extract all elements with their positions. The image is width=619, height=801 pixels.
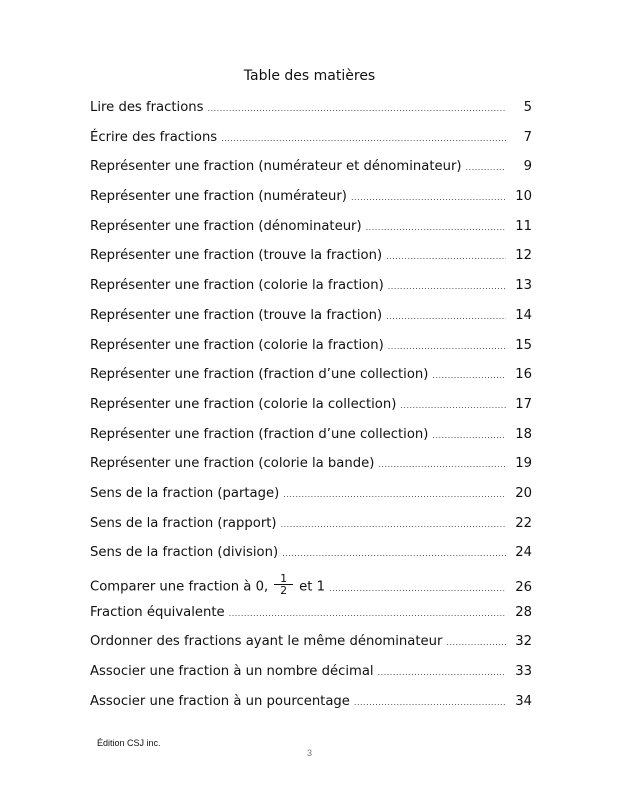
page-title: Table des matières [243, 68, 376, 84]
toc-entry-page: 22 [515, 515, 532, 531]
toc-entry[interactable] [90, 664, 532, 694]
toc-entry-label: Représenter une fraction (colorie la bande) [90, 456, 375, 472]
toc-entry-label: Fraction équivalente [90, 604, 225, 620]
toc-entry[interactable] [90, 572, 532, 605]
toc-entry-label: Représenter une fraction (trouve la fraction) [90, 248, 383, 264]
table-of-contents [90, 100, 532, 723]
toc-entry-page: 33 [515, 664, 532, 680]
toc-entry-label: Représenter une fraction (trouve la fraction) [90, 307, 383, 323]
toc-entry-page: 5 [523, 100, 532, 115]
toc-entry-page: 15 [515, 337, 532, 353]
label-before-fraction: Comparer une fraction à 0, [90, 579, 269, 595]
toc-entry-label: Représenter une fraction (numérateur) [90, 189, 347, 205]
leader-dots [388, 282, 506, 291]
toc-entry[interactable] [90, 367, 532, 397]
toc-entry-label: Représenter une fraction (colorie la fraction) [90, 337, 384, 353]
toc-entry[interactable] [90, 278, 532, 308]
footer-page-number: 3 [306, 748, 312, 758]
toc-entry[interactable] [90, 248, 532, 278]
fraction-one-half [274, 573, 293, 596]
label-after-fraction: et 1 [299, 579, 326, 595]
toc-entry-label: Ordonner des fractions ayant le même dénominateur [90, 634, 443, 650]
leader-dots [283, 490, 506, 499]
toc-entry[interactable] [90, 456, 532, 486]
toc-entry-label: Représenter une fraction (fraction d’une collection) [90, 367, 429, 383]
toc-entry-label: Représenter une fraction (dénominateur) [90, 218, 362, 234]
toc-entry-label: Associer une fraction à un pourcentage [90, 693, 350, 709]
leader-dots [221, 134, 506, 143]
toc-entry-page: 19 [515, 456, 532, 472]
toc-entry[interactable] [90, 516, 532, 546]
toc-entry-label: Associer une fraction à un nombre décimal [90, 664, 374, 680]
toc-entry-page: 9 [523, 159, 532, 175]
toc-entry-page: 7 [523, 129, 532, 145]
toc-entry-page: 16 [515, 367, 532, 383]
leader-dots [400, 401, 506, 410]
toc-entry[interactable] [90, 545, 532, 575]
leader-dots [386, 252, 506, 261]
toc-entry-label: Sens de la fraction (rapport) [90, 515, 277, 531]
leader-dots [229, 609, 506, 618]
toc-entry-page: 10 [515, 189, 532, 205]
toc-entry-page: 18 [515, 426, 532, 442]
fraction-numerator: 1 [274, 573, 293, 585]
leader-dots [378, 668, 506, 677]
toc-entry[interactable] [90, 605, 532, 635]
toc-entry[interactable] [90, 397, 532, 427]
toc-entry-label: Représenter une fraction (colorie la fraction) [90, 278, 384, 294]
toc-entry-page: 32 [515, 634, 532, 650]
leader-dots [378, 460, 506, 469]
toc-entry-page: 28 [515, 604, 532, 620]
leader-dots [281, 520, 506, 529]
toc-entry[interactable] [90, 634, 532, 664]
leader-dots [432, 431, 506, 440]
toc-entry-label: Écrire des fractions [90, 129, 218, 145]
leader-dots [351, 193, 506, 202]
toc-entry-page: 12 [515, 248, 532, 264]
leader-dots [366, 223, 506, 232]
toc-entry-page: 17 [515, 396, 532, 412]
leader-dots [282, 549, 506, 558]
toc-entry-label: Représenter une fraction (colorie la collection) [90, 396, 397, 412]
toc-entry-label: Sens de la fraction (partage) [90, 485, 280, 501]
toc-entry-page: 20 [515, 485, 532, 501]
toc-entry[interactable] [90, 189, 532, 219]
toc-entry-label [90, 572, 326, 598]
leader-dots [466, 163, 506, 172]
toc-entry[interactable] [90, 486, 532, 516]
toc-entry[interactable] [90, 159, 532, 189]
fraction-denominator: 2 [280, 584, 288, 597]
toc-entry-label: Sens de la fraction (division) [90, 545, 279, 561]
toc-entry-page: 34 [515, 693, 532, 709]
toc-entry[interactable] [90, 130, 532, 160]
leader-dots [432, 371, 506, 380]
toc-entry-page: 24 [515, 545, 532, 561]
leader-dots [388, 342, 506, 351]
toc-entry-page: 11 [515, 218, 532, 234]
toc-entry-page: 26 [515, 579, 532, 595]
leader-dots [354, 698, 506, 707]
toc-entry-page: 13 [515, 278, 532, 294]
toc-entry[interactable] [90, 219, 532, 249]
toc-entry-label: Lire des fractions [90, 100, 204, 115]
leader-dots [386, 312, 506, 321]
toc-entry-label: Représenter une fraction (fraction d’une collection) [90, 426, 429, 442]
toc-entry-label: Représenter une fraction (numérateur et dénominateur) [90, 159, 462, 175]
leader-dots [446, 638, 506, 647]
toc-entry[interactable] [90, 308, 532, 338]
toc-entry-page: 14 [515, 307, 532, 323]
toc-entry[interactable] [90, 338, 532, 368]
toc-entry[interactable] [90, 100, 532, 130]
toc-entry[interactable] [90, 694, 532, 724]
leader-dots [208, 104, 506, 113]
toc-entry[interactable] [90, 427, 532, 457]
footer-edition: Édition CSJ inc. [97, 738, 161, 748]
leader-dots [329, 584, 506, 593]
